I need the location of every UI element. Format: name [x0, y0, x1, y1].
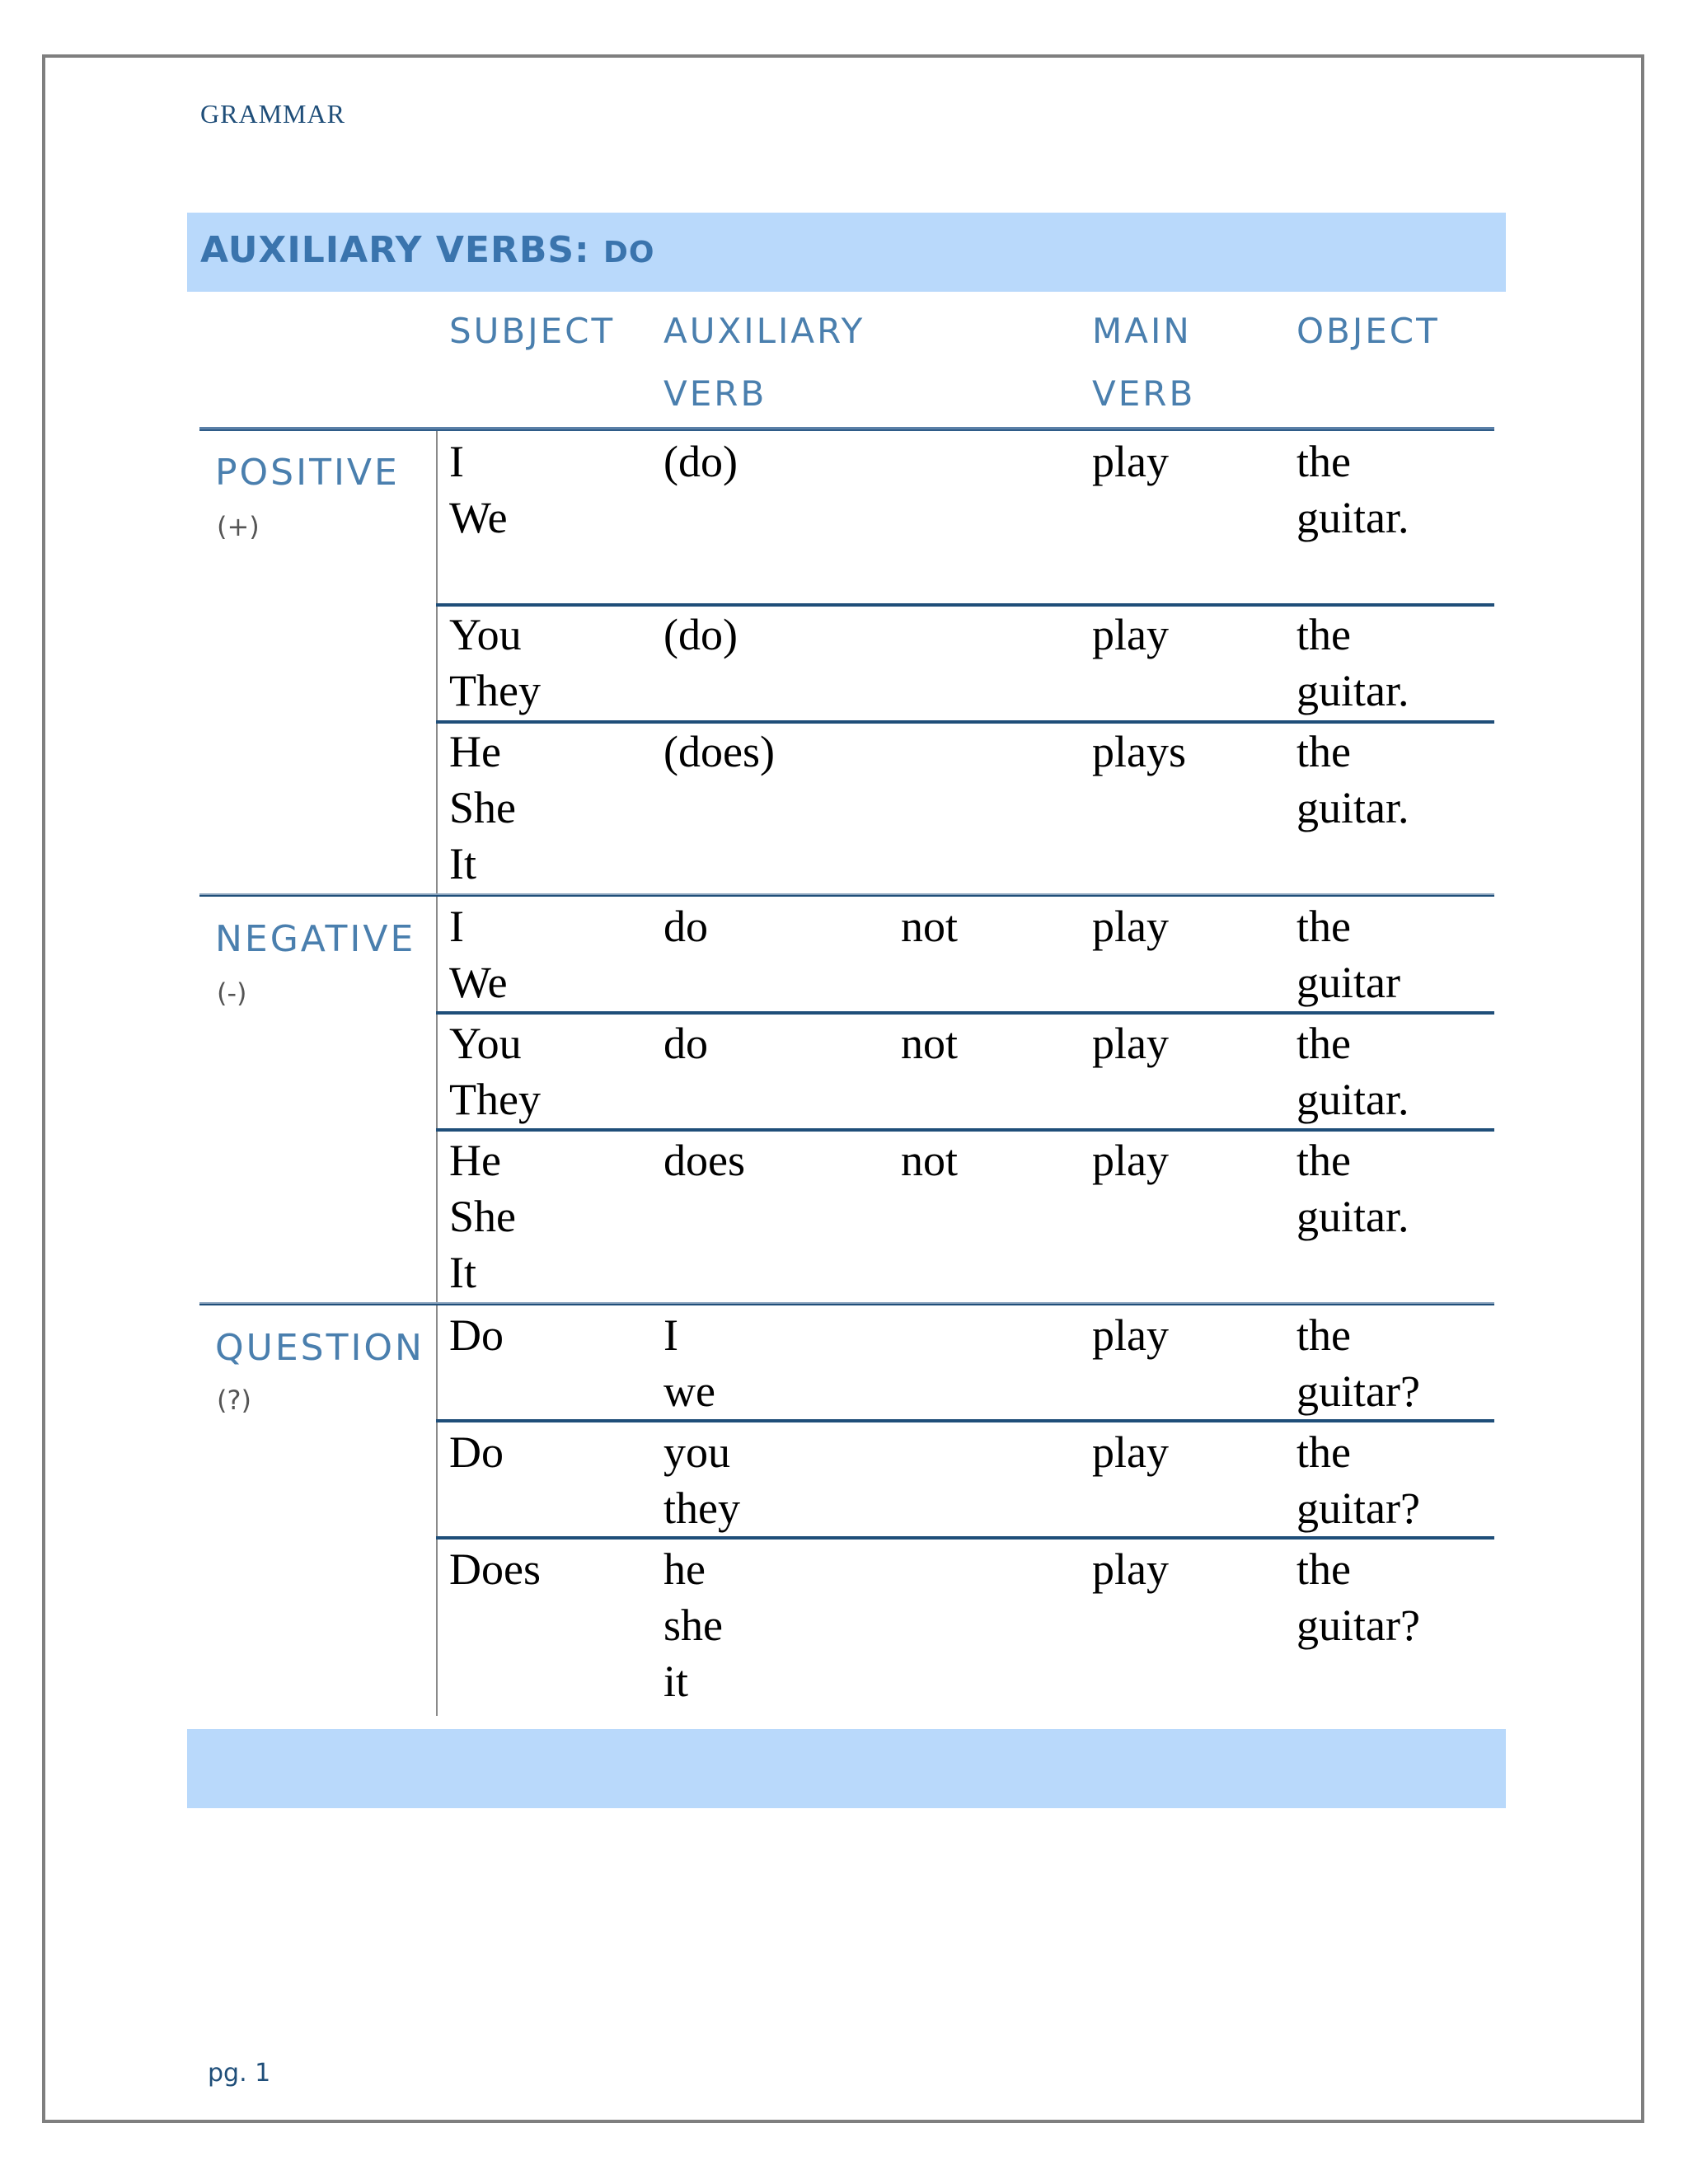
cell-subject: You They	[449, 1019, 541, 1124]
header-rule	[199, 427, 1494, 431]
cell-subject: I We	[449, 902, 508, 1007]
section-label-negative: NEGATIVE	[215, 918, 416, 960]
row-rule	[436, 1419, 1494, 1422]
cell-subject: Do	[449, 1427, 504, 1477]
cell-auxiliary: does	[663, 1136, 745, 1185]
cell-auxiliary: (do)	[663, 610, 738, 659]
cell-object: the guitar?	[1296, 1544, 1420, 1650]
section-label-question: QUESTION	[215, 1327, 424, 1369]
section-rule	[199, 893, 1494, 897]
cell-main-verb: play	[1092, 902, 1169, 951]
page-title	[200, 229, 654, 271]
cell-auxiliary: do	[663, 902, 708, 951]
cell-auxiliary: he she it	[663, 1544, 723, 1706]
cell-main-verb: play	[1092, 1136, 1169, 1185]
section-sign-question: (?)	[217, 1385, 251, 1416]
column-header-main-verb: MAIN VERB	[1092, 311, 1196, 414]
cell-negation: not	[901, 1136, 959, 1185]
cell-object: the guitar?	[1296, 1310, 1420, 1416]
cell-object: the guitar.	[1296, 610, 1409, 715]
cell-subject: He She It	[449, 727, 516, 888]
section-rule	[199, 1302, 1494, 1305]
row-rule	[436, 1011, 1494, 1015]
cell-main-verb: play	[1092, 1310, 1169, 1360]
section-label-positive: POSITIVE	[215, 452, 400, 494]
cell-main-verb: plays	[1092, 727, 1186, 776]
column-header-auxiliary: AUXILIARY VERB	[663, 311, 865, 414]
header-label: GRAMMAR	[200, 99, 345, 129]
cell-object: the guitar.	[1296, 1136, 1409, 1241]
cell-subject: Does	[449, 1544, 541, 1594]
cell-object: the guitar	[1296, 902, 1400, 1007]
cell-negation: not	[901, 1019, 959, 1068]
cell-main-verb: play	[1092, 1544, 1169, 1594]
row-rule	[436, 1536, 1494, 1540]
cell-object: the guitar.	[1296, 1019, 1409, 1124]
column-header-object: OBJECT	[1296, 311, 1440, 351]
cell-object: the guitar.	[1296, 727, 1409, 832]
cell-auxiliary: do	[663, 1019, 708, 1068]
cell-subject: I We	[449, 437, 508, 542]
cell-auxiliary: (does)	[663, 727, 775, 776]
column-header-subject: SUBJECT	[449, 311, 616, 351]
cell-subject: He She It	[449, 1136, 516, 1297]
cell-auxiliary: you they	[663, 1427, 740, 1533]
section-sign-positive: (+)	[217, 511, 260, 542]
row-rule	[436, 1128, 1494, 1132]
cell-auxiliary: I we	[663, 1310, 715, 1416]
cell-main-verb: play	[1092, 1019, 1169, 1068]
cell-main-verb: play	[1092, 610, 1169, 659]
cell-subject: Do	[449, 1310, 504, 1360]
section-sign-negative: (-)	[217, 977, 247, 1009]
cell-object: the guitar.	[1296, 437, 1409, 542]
cell-subject: You They	[449, 610, 541, 715]
cell-main-verb: play	[1092, 1427, 1169, 1477]
cell-main-verb: play	[1092, 437, 1169, 486]
title-main: AUXILIARY VERBS:	[200, 229, 603, 271]
cell-object: the guitar?	[1296, 1427, 1420, 1533]
cell-negation: not	[901, 902, 959, 951]
bottom-band	[187, 1729, 1506, 1808]
cell-auxiliary: (do)	[663, 437, 738, 486]
page-number: pg. 1	[208, 2059, 271, 2088]
subject-divider-line	[436, 430, 438, 1716]
title-suffix: DO	[603, 236, 655, 269]
